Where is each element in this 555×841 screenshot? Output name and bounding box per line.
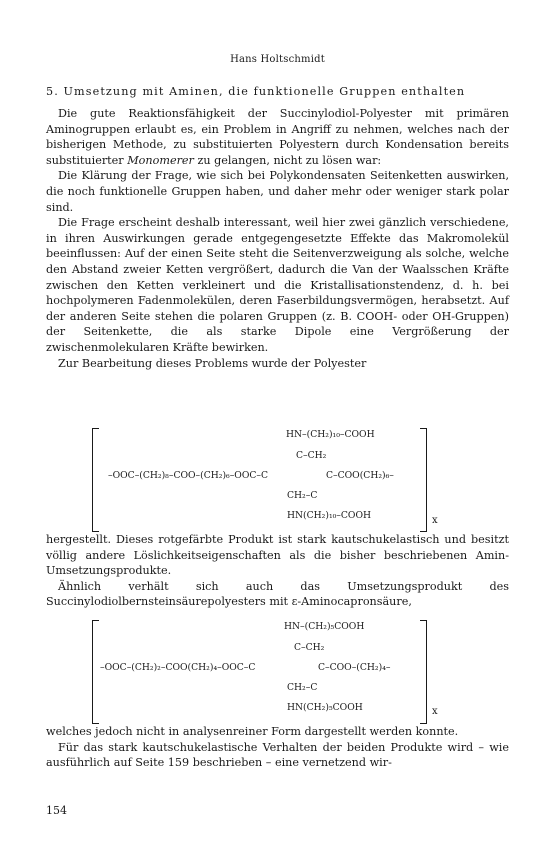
- formula-1-right-bracket: [420, 428, 427, 532]
- paragraph-1-part-b: zu gelangen, nicht zu lösen war:: [193, 153, 382, 167]
- body-text-3: [46, 724, 509, 771]
- formula-1-bottom-group: HN(CH₂)₁₀–COOH: [287, 510, 372, 521]
- formula-2-left-bracket: [92, 620, 99, 724]
- paragraph-4: Zur Bearbeitung dieses Problems wurde der Polyester: [58, 356, 367, 370]
- running-header: Hans Holtschmidt: [230, 54, 325, 65]
- body-text-2: [46, 532, 509, 610]
- formula-1-left-bracket: [92, 428, 99, 532]
- paragraph-8: Für das stark kautschukelastische Verhalten der beiden Produkte wird – wie ausführlich auf Seite 159 beschrieben – eine vernetzend wir-: [46, 740, 509, 770]
- paragraph-1-emphasis: Monomerer: [127, 153, 194, 167]
- formula-1-ring-top: C–CH₂: [296, 450, 327, 461]
- section-heading-text: 5. Umsetzung mit Aminen, die funktionelle Gruppen enthalten: [46, 85, 466, 98]
- paragraph-5: hergestellt. Dieses rotgefärbte Produkt ist stark kautschukelastisch und besitzt völlig andere Löslichkeitseigenschaften als die bisher beschriebenen Amin-Umsetzungsprodukte.: [46, 533, 509, 578]
- body-text-1: [46, 106, 509, 371]
- paragraph-1-part-a: Die gute Reaktionsfähigkeit der Succinylodiol-Polyester mit primären Aminogruppen erlaubt es, ein Problem in Angriff zu nehmen, welches nach der bisherigen Methode, zu substituierten Polyestern durch Kondensation bereits substituierter: [46, 107, 509, 167]
- formula-2-multiplier: x: [432, 706, 438, 717]
- paragraph-7: welches jedoch nicht in analysenreiner Form dargestellt werden konnte.: [46, 725, 459, 738]
- paragraph-6: Ähnlich verhält sich auch das Umsetzungsprodukt des Succinylodiolbernsteinsäurepolyesters mit ε-Aminocapronsäure,: [46, 579, 509, 609]
- formula-1-main-chain-right: C–COO(CH₂)₆–: [326, 470, 394, 481]
- formula-2-main-chain: –OOC–(CH₂)₂–COO(CH₂)₄–OOC–C: [100, 662, 256, 673]
- formula-1-ring-bottom: CH₂–C: [287, 490, 318, 501]
- formula-2-ring-top: C–CH₂: [294, 642, 325, 653]
- paragraph-2: Die Klärung der Frage, wie sich bei Polykondensaten Seitenketten auswirken, die noch funktionelle Gruppen haben, und daher mehr oder weniger stark polar sind.: [46, 169, 509, 214]
- formula-2-right-bracket: [420, 620, 427, 724]
- formula-2-bottom-group: HN(CH₂)₅COOH: [287, 702, 363, 713]
- formula-2-ring-bottom: CH₂–C: [287, 682, 318, 693]
- paragraph-1: [46, 106, 509, 168]
- paragraph-3: Die Frage erscheint deshalb interessant, weil hier zwei gänzlich verschiedene, in ihren Auswirkungen gerade entgegengesetzte Effekte das Makromolekül beeinflussen: Auf der einen Seite steht die Seitenverzweigung als solche, welche den Abstand zweier Ketten vergrößert, dadurch die Van der Waalsschen Kräfte zwischen den Ketten verkleinert und die Kristallisationstendenz, d. h. bei hochpolymeren Fadenmolekülen, deren Faserbildungsvermögen, herabsetzt. Auf der anderen Seite stehen die polaren Gruppen (z. B. COOH- oder OH-Gruppen) der Seitenkette, die als starke Dipole eine Vergrößerung der zwischenmolekularen Kräfte bewirken.: [46, 216, 509, 354]
- formula-1-multiplier: x: [432, 515, 438, 526]
- formula-1-main-chain: –OOC–(CH₂)₈–COO–(CH₂)₆–OOC–C: [108, 470, 269, 481]
- formula-2-main-chain-right: C–COO–(CH₂)₄–: [318, 662, 391, 673]
- page-number: 154: [46, 804, 67, 817]
- formula-2-top-group: HN–(CH₂)₅COOH: [284, 621, 365, 632]
- section-heading: [46, 84, 509, 100]
- formula-1-top-group: HN–(CH₂)₁₀–COOH: [286, 429, 375, 440]
